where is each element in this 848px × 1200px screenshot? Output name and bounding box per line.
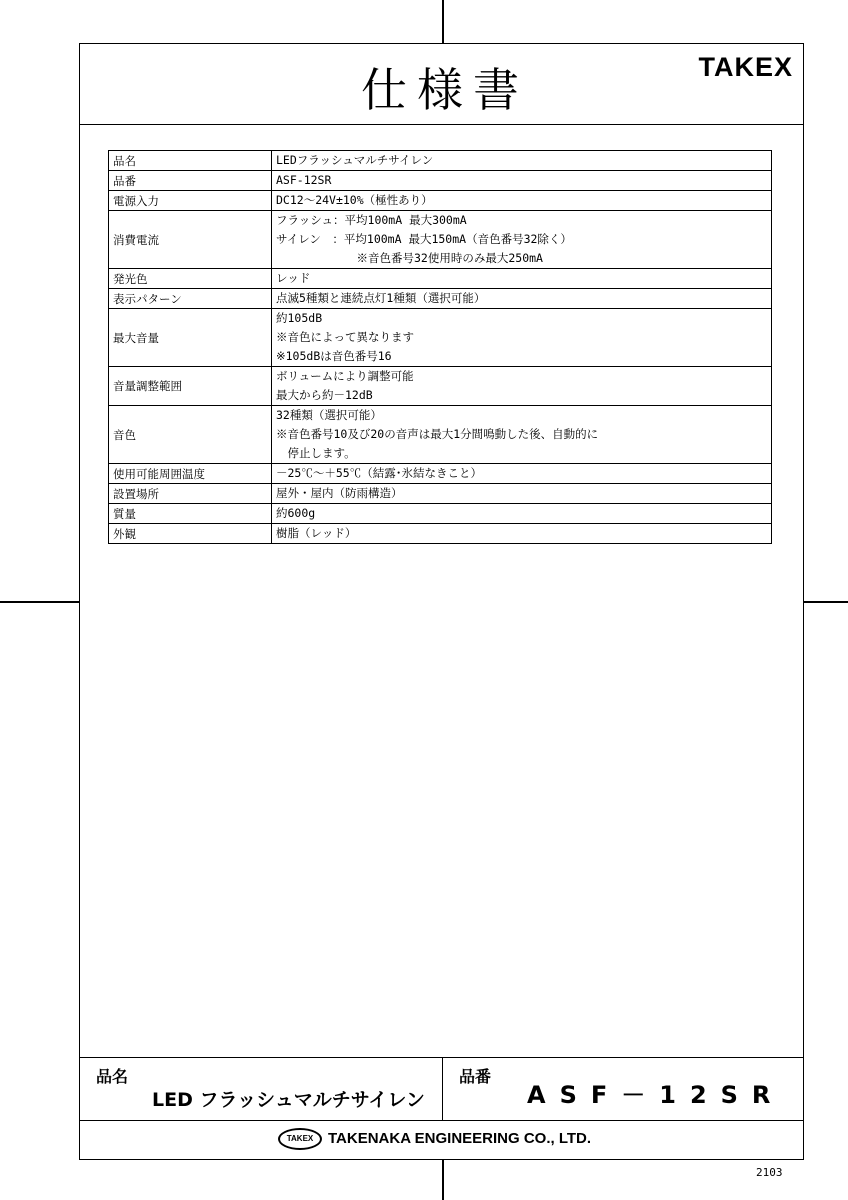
company-name: TAKENAKA ENGINEERING CO., LTD. bbox=[328, 1130, 592, 1147]
document-footer bbox=[80, 1057, 803, 1159]
spec-value bbox=[272, 406, 772, 464]
spec-label: 電源入力 bbox=[109, 191, 272, 211]
document-code: 2103 bbox=[756, 1166, 783, 1179]
crop-mark-top bbox=[442, 0, 444, 43]
spec-value bbox=[272, 464, 772, 484]
spec-value bbox=[272, 289, 772, 309]
spec-row bbox=[109, 484, 772, 504]
spec-row bbox=[109, 269, 772, 289]
footer-product-name-caption: 品名 bbox=[96, 1067, 129, 1086]
spec-value-line: 最大から約－12dB bbox=[276, 388, 373, 402]
document-header bbox=[80, 44, 803, 125]
brand-logo: TAKEX bbox=[698, 52, 793, 82]
company-row bbox=[80, 1120, 803, 1159]
spec-value-line: ※音色番号10及び20の音声は最大1分間鳴動した後、自動的に bbox=[276, 427, 599, 441]
spec-value-line: 樹脂（レッド） bbox=[276, 526, 357, 540]
spec-value-line: 約105dB bbox=[276, 311, 323, 325]
spec-label: 質量 bbox=[109, 504, 272, 524]
spec-value-line: サイレン ：平均100mA 最大150mA（音色番号32除く） bbox=[276, 232, 572, 246]
spec-label: 最大音量 bbox=[109, 309, 272, 367]
crop-mark-bottom bbox=[442, 1160, 444, 1200]
spec-value-line: 停止します。 bbox=[276, 446, 356, 460]
spec-value-line: ※音色番号32使用時のみ最大250mA bbox=[276, 251, 543, 265]
spec-label: 消費電流 bbox=[109, 211, 272, 269]
spec-value bbox=[272, 211, 772, 269]
document-title: 仕様書 bbox=[361, 63, 529, 117]
footer-product-name: LED フラッシュマルチサイレン bbox=[152, 1089, 425, 1111]
spec-value-line: ※音色によって異なります bbox=[276, 330, 414, 344]
spec-row bbox=[109, 289, 772, 309]
spec-value-line: ボリュームにより調整可能 bbox=[276, 369, 414, 383]
spec-value bbox=[272, 524, 772, 544]
spec-value bbox=[272, 484, 772, 504]
spec-value-line: フラッシュ：平均100mA 最大300mA bbox=[276, 213, 467, 227]
spec-value-line: ※105dBは音色番号16 bbox=[276, 349, 392, 363]
spec-value-line: 屋外・屋内（防雨構造） bbox=[276, 486, 403, 500]
spec-label: 発光色 bbox=[109, 269, 272, 289]
spec-value bbox=[272, 151, 772, 171]
spec-row bbox=[109, 504, 772, 524]
spec-value-line: DC12～24V±10%（極性あり） bbox=[276, 193, 433, 207]
spec-value bbox=[272, 504, 772, 524]
spec-row bbox=[109, 211, 772, 269]
spec-table bbox=[108, 150, 772, 544]
document-frame bbox=[79, 43, 804, 1160]
spec-value bbox=[272, 171, 772, 191]
spec-label: 設置場所 bbox=[109, 484, 272, 504]
spec-row bbox=[109, 524, 772, 544]
spec-value-line: LEDフラッシュマルチサイレン bbox=[276, 153, 434, 167]
spec-label: 音色 bbox=[109, 406, 272, 464]
spec-label: 品名 bbox=[109, 151, 272, 171]
spec-row bbox=[109, 171, 772, 191]
spec-value-line: ASF-12SR bbox=[276, 173, 332, 187]
spec-value-line: －25℃～＋55℃（結露･氷結なきこと） bbox=[276, 466, 482, 480]
crop-mark-left bbox=[0, 601, 79, 603]
footer-product-number: ASF－12SR bbox=[527, 1081, 785, 1109]
spec-value-line: 点滅5種類と連続点灯1種類（選択可能） bbox=[276, 291, 486, 305]
spec-label: 表示パターン bbox=[109, 289, 272, 309]
company-logo-mark: TAKEX bbox=[278, 1128, 322, 1150]
spec-value bbox=[272, 269, 772, 289]
spec-value bbox=[272, 367, 772, 406]
spec-row bbox=[109, 367, 772, 406]
footer-product-number-caption: 品番 bbox=[459, 1067, 492, 1086]
spec-row bbox=[109, 151, 772, 171]
spec-row bbox=[109, 464, 772, 484]
spec-label: 品番 bbox=[109, 171, 272, 191]
spec-label: 音量調整範囲 bbox=[109, 367, 272, 406]
spec-value-line: 32種類（選択可能） bbox=[276, 408, 382, 422]
spec-table-body bbox=[109, 151, 772, 544]
footer-product-number-cell bbox=[443, 1058, 803, 1120]
spec-row bbox=[109, 406, 772, 464]
spec-value bbox=[272, 191, 772, 211]
spec-row bbox=[109, 309, 772, 367]
spec-label: 外観 bbox=[109, 524, 272, 544]
footer-product-name-cell bbox=[80, 1058, 443, 1120]
crop-mark-right bbox=[804, 601, 848, 603]
spec-row bbox=[109, 191, 772, 211]
spec-value bbox=[272, 309, 772, 367]
spec-label: 使用可能周囲温度 bbox=[109, 464, 272, 484]
spec-value-line: 約600g bbox=[276, 506, 316, 520]
spec-value-line: レッド bbox=[276, 271, 311, 285]
